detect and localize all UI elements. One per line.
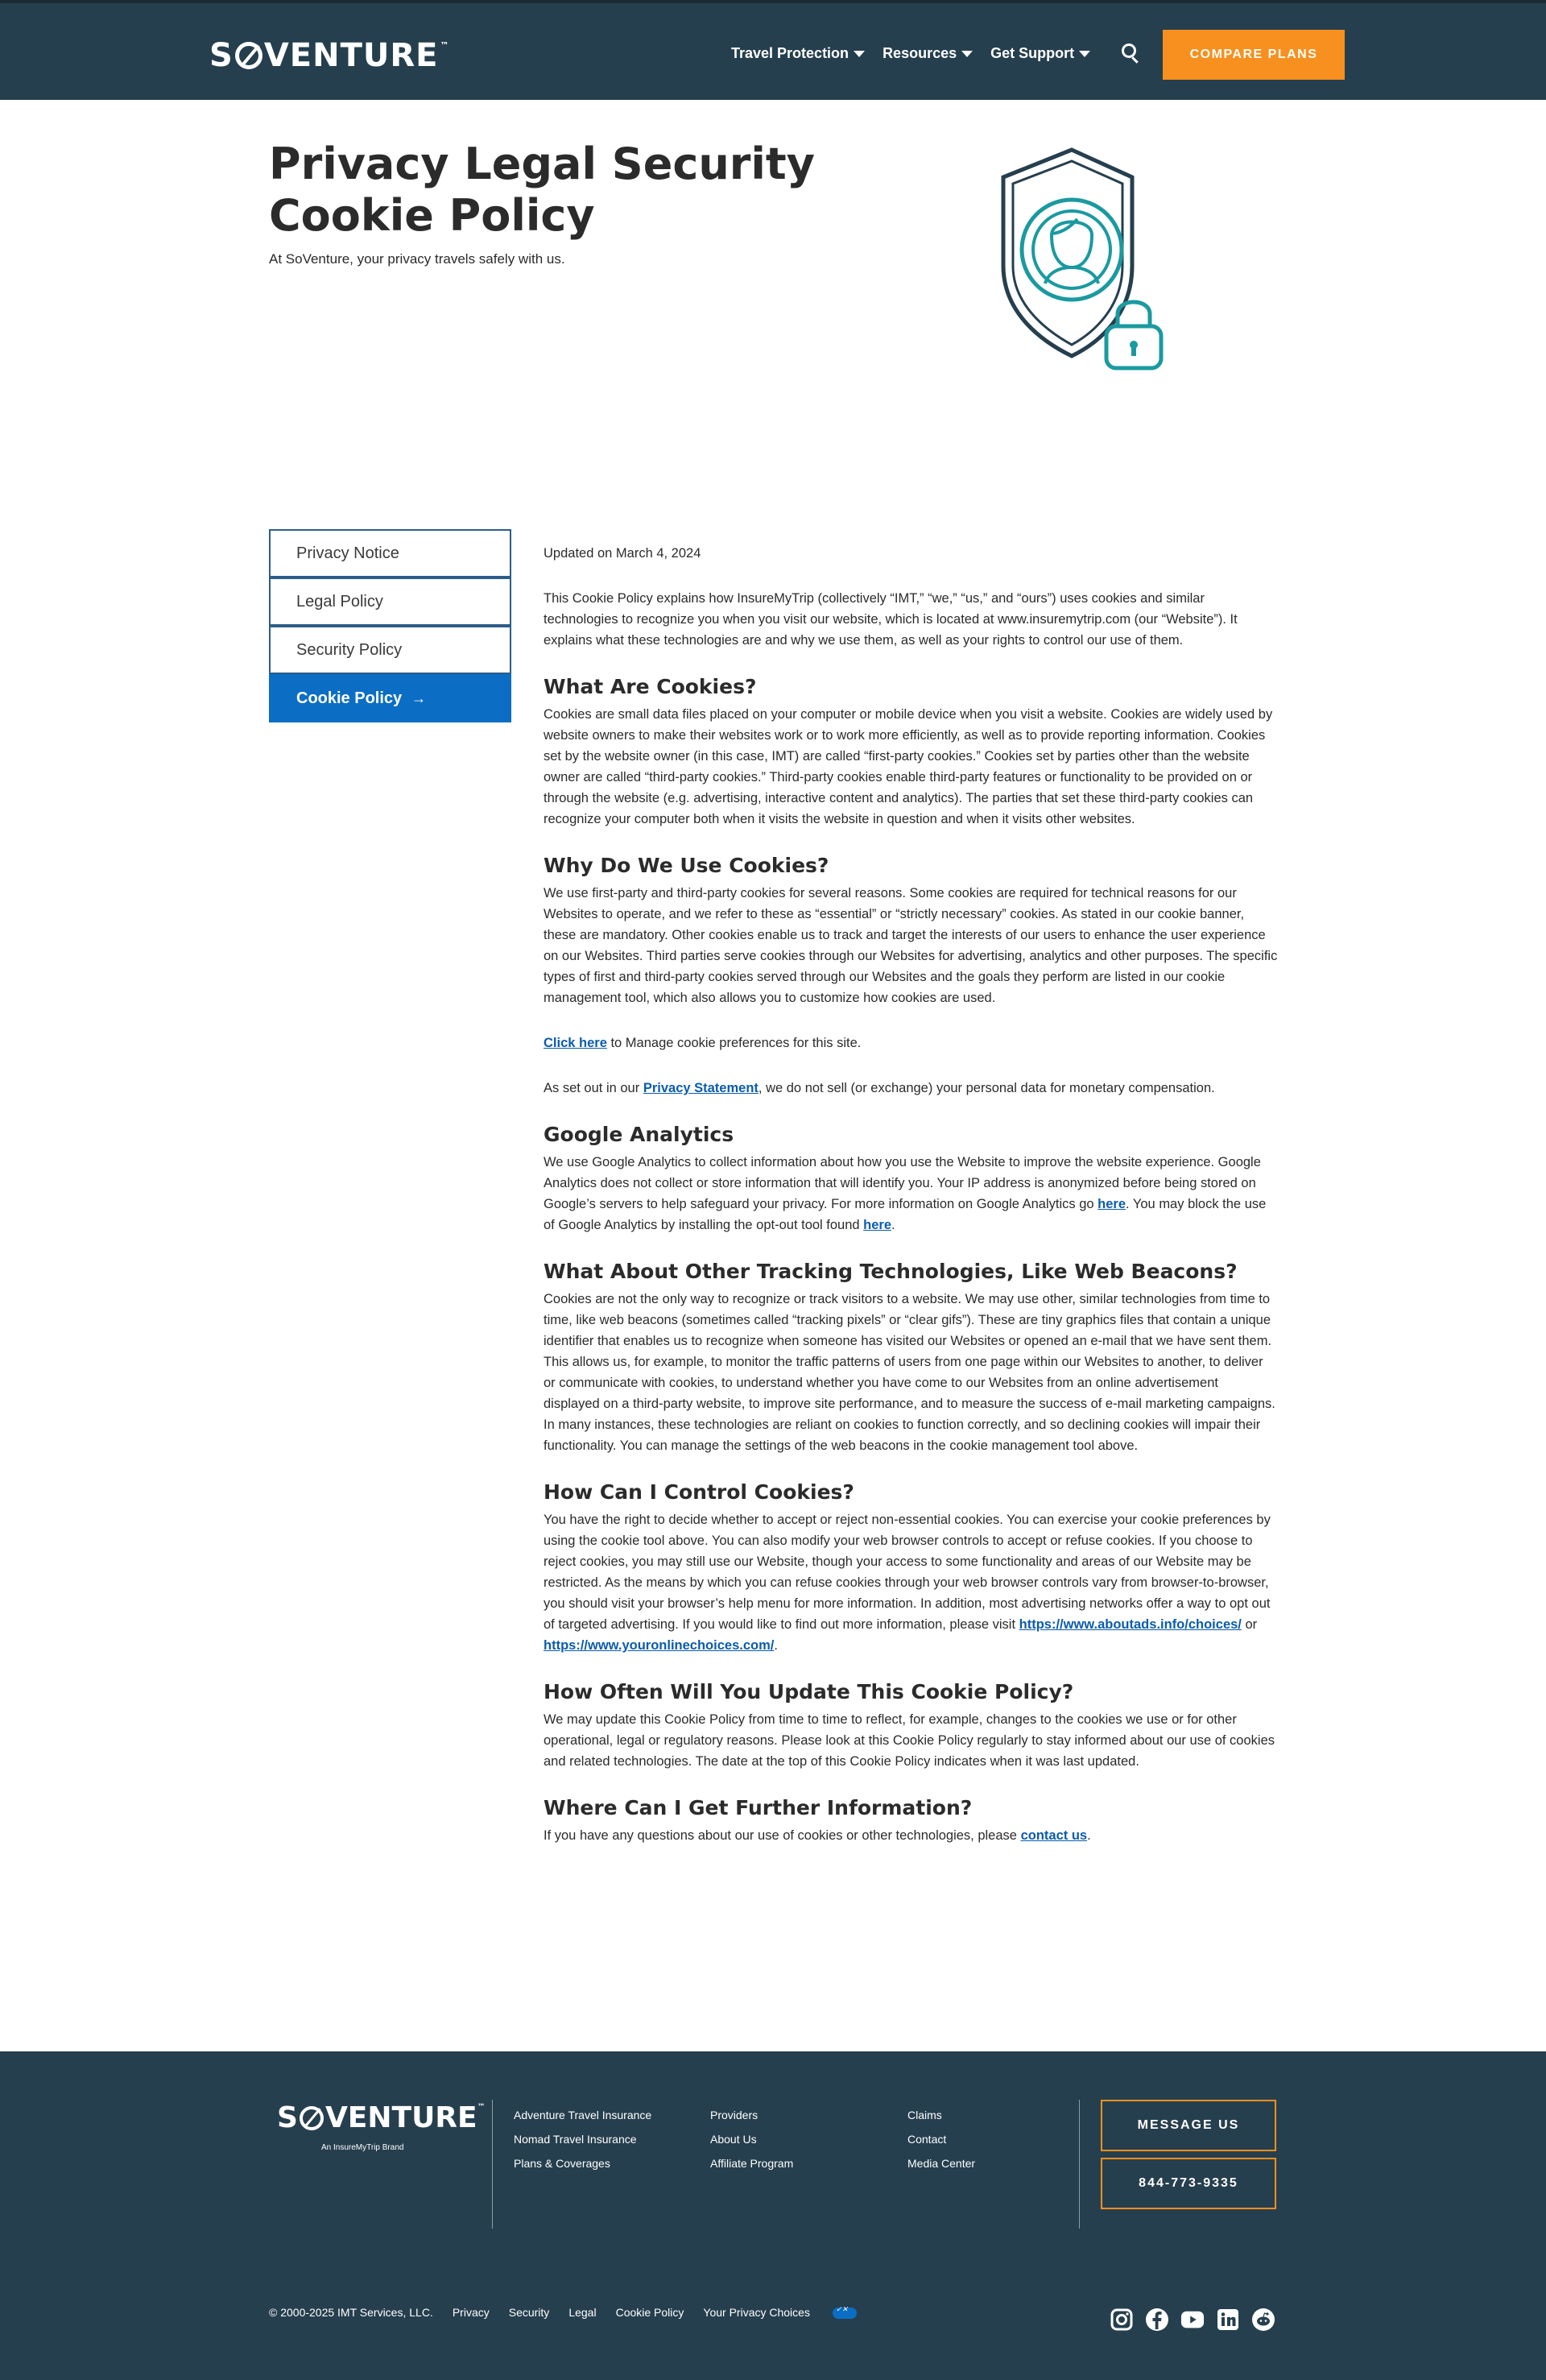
nav-label: Get Support: [990, 45, 1075, 61]
intro-paragraph: This Cookie Policy explains how InsureMyTrip (collectively “IMT,” “we,” “us,” and “ours”) uses cookies and similar technologies to recognize you when you visit our website, which is located at www.insuremytrip.com (our “Website”). It explains what these technologies are and why we use them, as well as your rights to control our use of them.: [544, 591, 1238, 648]
cookie-policy-content: [544, 543, 1278, 1870]
linkedin-icon[interactable]: [1216, 2308, 1240, 2332]
section-body: [544, 1509, 1278, 1656]
section-web-beacons: [544, 1260, 1278, 1456]
sidebar-item-security-policy[interactable]: [269, 626, 511, 674]
trademark: ™: [440, 40, 450, 51]
section-what-are-cookies: [544, 675, 1278, 830]
section-body: [544, 1825, 1278, 1846]
section-body: We use first-party and third-party cookies for several reasons. Some cookies are required for technical reasons for our Websites to operate, and we refer to these as “essential” or “strictly necessary” cookies. As stated in our cookie banner, these are mandatory. Other cookies enable us to track and target the interests of our users to enhance the user experience on our Websites. Third parties serve cookies through our Websites for advertising, analytics and other purposes. The specific types of first and third-party cookies served through our Websites and the goals they perform are listed in our cookie management tool, which also allows you to customize how cookies are used.: [544, 886, 1278, 1005]
footer-link-security[interactable]: Security: [508, 2306, 550, 2320]
policy-sidebar: [269, 529, 511, 722]
sidebar-item-label: Legal Policy: [296, 592, 383, 611]
footer-logo[interactable]: [277, 2101, 486, 2134]
facebook-icon[interactable]: [1145, 2308, 1169, 2332]
soventure-logo[interactable]: [209, 37, 449, 74]
body-text: .: [1087, 1828, 1091, 1843]
aboutads-link[interactable]: https://www.aboutads.info/choices/: [1019, 1617, 1242, 1632]
arrow-right-icon: →: [411, 689, 427, 706]
nav-travel-protection[interactable]: [731, 45, 865, 62]
search-icon[interactable]: [1122, 43, 1136, 58]
section-body: We may update this Cookie Policy from time to time to reflect, for example, changes to the cookies we use or for other operational, legal or regulatory reasons. Please look at this Cookie Policy regularly to stay informed about our use of cookies and related technologies. The date at the top of this Cookie Policy indicates when it was last updated.: [544, 1712, 1275, 1769]
page-title: [269, 139, 833, 242]
site-footer: [0, 2051, 1546, 2380]
footer-divider: [1079, 2100, 1080, 2229]
phone-button[interactable]: 844-773-9335: [1101, 2158, 1276, 2209]
body-text: .: [774, 1638, 778, 1653]
shield-lock-icon: [995, 145, 1172, 379]
footer-link[interactable]: Media Center: [907, 2157, 976, 2170]
title-line-1: Privacy Legal Security: [269, 139, 815, 189]
sidebar-item-label: Security Policy: [296, 640, 403, 659]
footer-link[interactable]: Contact: [907, 2133, 947, 2146]
youtube-icon[interactable]: [1180, 2308, 1205, 2332]
reddit-icon[interactable]: [1251, 2308, 1275, 2332]
nav-label: Resources: [883, 45, 957, 61]
copyright: © 2000-2025 IMT Services, LLC.: [269, 2306, 433, 2320]
nav-get-support[interactable]: [990, 45, 1090, 62]
body-text: or: [1241, 1617, 1258, 1632]
site-header: [0, 0, 1546, 100]
section-heading: How Can I Control Cookies?: [544, 1480, 854, 1504]
google-analytics-here-link[interactable]: here: [1097, 1197, 1126, 1211]
section-heading: What Are Cookies?: [544, 675, 757, 698]
footer-link-privacy[interactable]: Privacy: [452, 2306, 490, 2320]
main-nav: [731, 45, 1108, 62]
sidebar-item-cookie-policy[interactable]: [269, 674, 511, 722]
section-update-policy: [544, 1680, 1278, 1772]
body-text: .: [891, 1218, 895, 1232]
footer-link[interactable]: Adventure Travel Insurance: [514, 2109, 652, 2121]
footer-link-legal[interactable]: Legal: [568, 2306, 597, 2320]
logo-text: VENTURE: [263, 37, 439, 74]
instagram-icon[interactable]: [1110, 2308, 1134, 2332]
compare-plans-button[interactable]: COMPARE PLANS: [1163, 30, 1345, 80]
nav-label: Travel Protection: [731, 45, 849, 61]
footer-link-privacy-choices[interactable]: [703, 2306, 857, 2319]
section-heading: How Often Will You Update This Cookie Policy?: [544, 1680, 1074, 1703]
footer-link[interactable]: Providers: [710, 2109, 759, 2121]
compass-icon: [300, 2106, 324, 2130]
privacy-statement-link[interactable]: Privacy Statement: [643, 1081, 759, 1095]
section-control-cookies: [544, 1480, 1278, 1656]
sell-post: , we do not sell (or exchange) your personal data for monetary compensation.: [758, 1081, 1215, 1095]
sidebar-item-legal-policy[interactable]: [269, 577, 511, 626]
section-heading: Why Do We Use Cookies?: [544, 854, 829, 877]
section-why-use-cookies: [544, 854, 1278, 1008]
caret-down-icon: [1079, 51, 1090, 57]
title-line-2: Cookie Policy: [269, 190, 595, 241]
section-heading: What About Other Tracking Technologies, Like Web Beacons?: [544, 1260, 1238, 1283]
body-text: . You may block the use of Google Analytics by installing the opt-out tool found: [544, 1197, 1267, 1232]
footer-links-col-3: [907, 2103, 975, 2175]
logo-text: VENTURE: [324, 2101, 477, 2134]
opt-out-here-link[interactable]: here: [863, 1218, 892, 1232]
body-text: If you have any questions about our use of cookies or other technologies, please: [544, 1828, 1021, 1843]
sell-data-line: [544, 1078, 1278, 1099]
section-body: Cookies are small data files placed on your computer or mobile device when you visit a website. Cookies are widely used by website owners to make their websites work or to work more efficiently, as well as to provide reporting information. Cookies set by the website owner (in this case, IMT) are called “first-party cookies.” Cookies set by parties other than the website owner are called “third-party cookies.” Third-party cookies enable third-party features or functionality to be provided on or through the website (e.g. advertising, interactive content and analytics). The parties that set these third-party cookies can recognize your computer both when it visits the website in question and when it visits other websites.: [544, 707, 1273, 826]
contact-us-link[interactable]: contact us: [1020, 1828, 1088, 1843]
social-links: [1098, 2308, 1275, 2332]
section-body: [544, 1152, 1278, 1236]
message-us-button[interactable]: MESSAGE US: [1101, 2100, 1276, 2151]
sell-pre: As set out in our: [544, 1081, 643, 1095]
manage-text: to Manage cookie preferences for this site.: [606, 1036, 862, 1050]
page-subtitle: At SoVenture, your privacy travels safely with us.: [269, 251, 565, 267]
caret-down-icon: [961, 51, 973, 57]
body-text: We use Google Analytics to collect information about how you use the Website to improve the website experience. Google Analytics does not collect or store information that will identify you. Your IP address is anonymized before being stored on Google’s servers to help safeguard your privacy. For more information on Google Analytics go: [544, 1155, 1261, 1211]
footer-link-cookie-policy[interactable]: Cookie Policy: [615, 2306, 684, 2320]
section-heading: Where Can I Get Further Information?: [544, 1796, 973, 1819]
section-heading: Google Analytics: [544, 1123, 734, 1146]
footer-link[interactable]: Nomad Travel Insurance: [514, 2133, 637, 2146]
footer-link[interactable]: Plans & Coverages: [514, 2157, 610, 2170]
nav-resources[interactable]: [883, 45, 973, 62]
privacy-choices-icon: [833, 2308, 857, 2319]
updated-date: Updated on March 4, 2024: [544, 546, 701, 561]
privacy-choices-label: Your Privacy Choices: [703, 2306, 810, 2319]
footer-divider: [492, 2100, 493, 2229]
trademark: ™: [477, 2103, 486, 2112]
manage-cookies-line: [544, 1033, 1278, 1053]
click-here-link[interactable]: Click here: [544, 1036, 607, 1050]
section-body: Cookies are not the only way to recognize or track visitors to a website. We may use other, similar technologies from time to time, like web beacons (sometimes called “tracking pixels” or “clear gifs”). These are tiny graphics files that contain a unique identifier that enables us to recognize when someone has visited our Websites or opened an e-mail that we have sent them. This allows us, for example, to monitor the traffic patterns of users from one page within our Websites to another, to deliver or communicate with cookies, to understand whether you have come to our Websites from an online advertisement displayed on a third-party website, to improve site performance, and to measure the success of e-mail marketing campaigns. In many instances, these technologies are reliant on cookies to function correctly, and so declining cookies will impair their functionality. You can manage the settings of the web beacons in the cookie management tool above.: [544, 1292, 1275, 1453]
caret-down-icon: [854, 51, 865, 57]
footer-bottom-bar: [269, 2306, 876, 2319]
footer-links-col-1: [514, 2103, 651, 2175]
footer-link[interactable]: About Us: [710, 2133, 757, 2146]
section-google-analytics: [544, 1123, 1278, 1236]
footer-link[interactable]: Affiliate Program: [710, 2157, 794, 2170]
sidebar-item-label: Cookie Policy: [296, 689, 403, 707]
sidebar-item-label: Privacy Notice: [296, 544, 399, 562]
footer-link[interactable]: Claims: [907, 2109, 942, 2121]
footer-links-col-2: [710, 2103, 793, 2175]
body-text: You have the right to decide whether to accept or reject non-essential cookies. You can exercise your cookie preferences by using the cookie tool above. You can also modify your web browser controls to accept or refuse cookies. If you choose to reject cookies, you may still use our Website, though your access to some functionality and areas of our Website may be restricted. As the means by which you can refuse cookies through your web browser controls vary from browser-to-browser, you should visit your browser’s help menu for more information. In addition, most advertising networks offer a way to opt out of targeted advertising. If you would like to find out more information, please visit: [544, 1513, 1271, 1632]
logo-letter: S: [209, 37, 234, 74]
compass-icon: [235, 42, 262, 69]
logo-letter: S: [277, 2101, 298, 2134]
sidebar-item-privacy-notice[interactable]: [269, 529, 511, 577]
footer-brand-tagline: An InsureMyTrip Brand: [321, 2143, 404, 2152]
section-further-information: [544, 1796, 1278, 1846]
youronlinechoices-link[interactable]: https://www.youronlinechoices.com/: [544, 1638, 775, 1653]
